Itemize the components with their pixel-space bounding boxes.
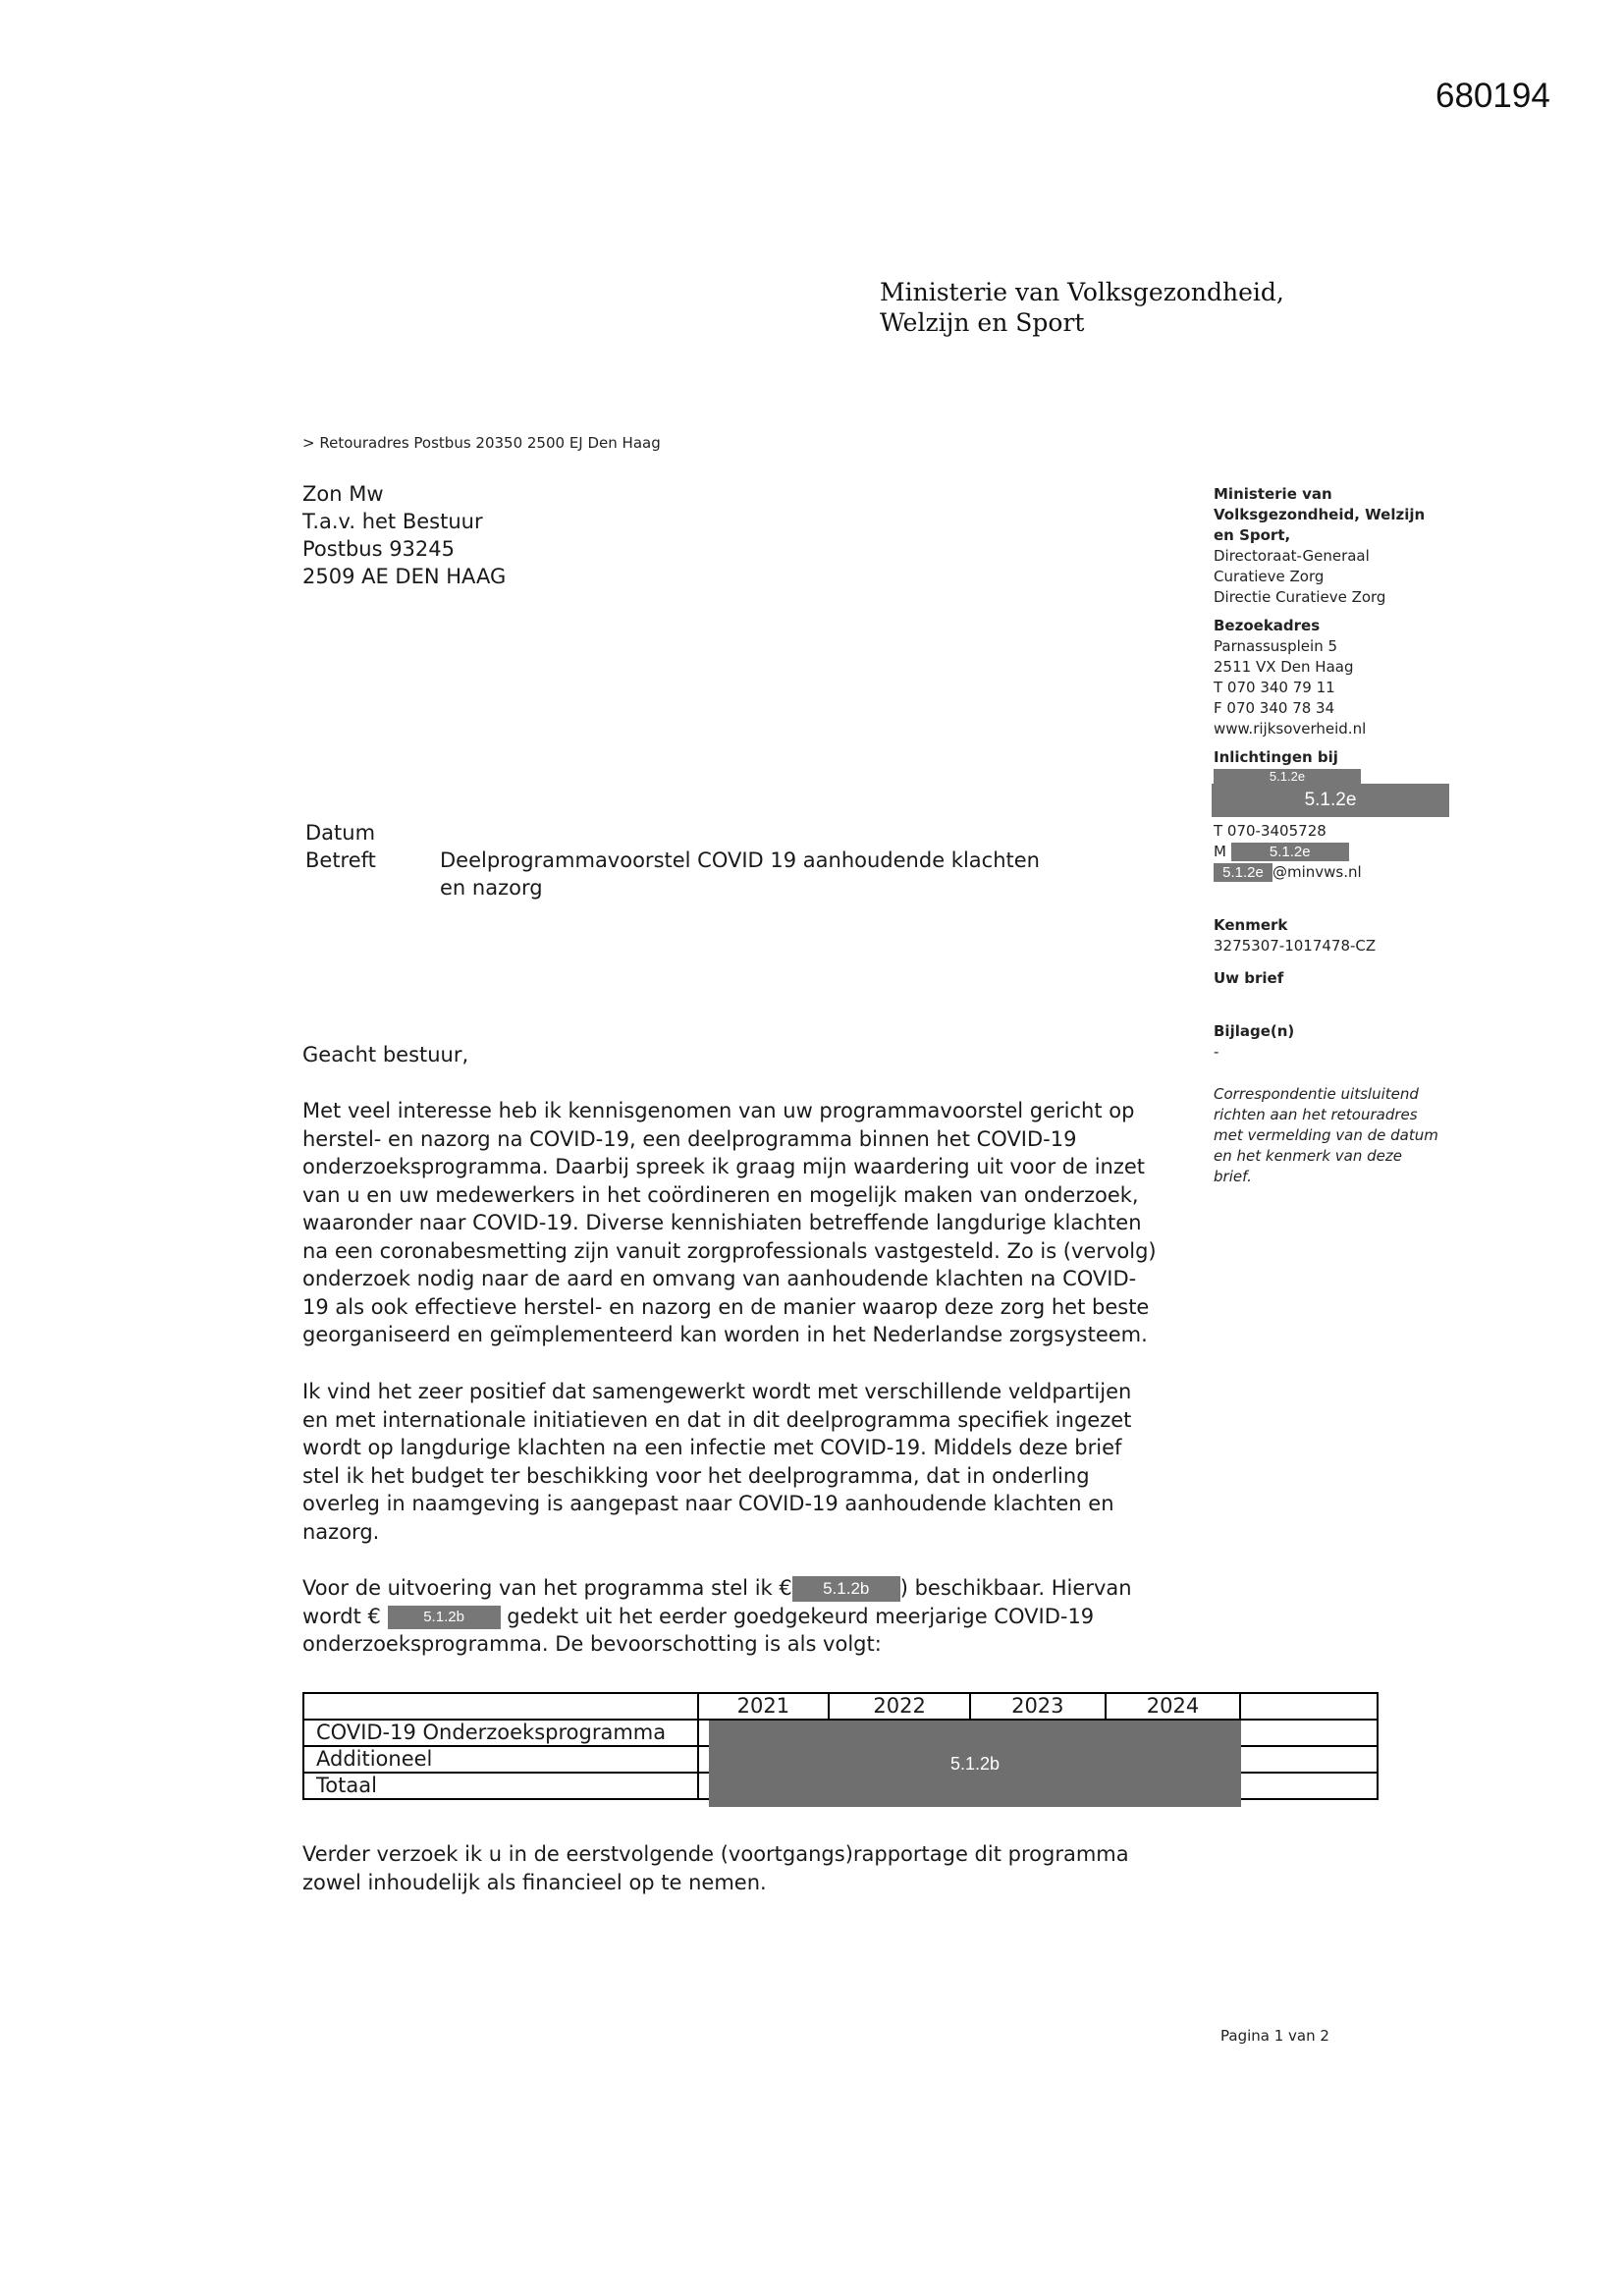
sender-sidebar bbox=[1214, 484, 1469, 1187]
correspondence-note: brief. bbox=[1214, 1168, 1252, 1185]
text-line: Ik vind het zeer positief dat samengewerkt wordt met verschillende veldpartijen bbox=[302, 1380, 1132, 1403]
text-line: Verder verzoek ik u in de eerstvolgende (voortgangs)rapportage dit programma bbox=[302, 1842, 1129, 1866]
ministry-logo-text bbox=[880, 277, 1284, 338]
page-number: Pagina 1 van 2 bbox=[1220, 2027, 1329, 2045]
text-line: waaronder naar COVID-19. Diverse kennishiaten betreffende langdurige klachten bbox=[302, 1211, 1142, 1234]
year-header: 2024 bbox=[1106, 1693, 1241, 1720]
text-fragment: gedekt uit het eerder goedgekeurd meerjarige COVID-19 bbox=[507, 1604, 1095, 1628]
correspondence-note: Correspondentie uitsluitend bbox=[1214, 1085, 1419, 1103]
subject-line: en nazorg bbox=[440, 876, 543, 900]
info-heading: Inlichtingen bij bbox=[1214, 748, 1338, 766]
address-line: T.a.v. het Bestuur bbox=[302, 510, 483, 533]
paragraph-2 bbox=[302, 1378, 1196, 1546]
visit-address-line: 2511 VX Den Haag bbox=[1214, 658, 1354, 676]
sidebar-directorate: Directoraat-Generaal bbox=[1214, 547, 1370, 565]
text-line: wordt op langdurige klachten na een infectie met COVID-19. Middels deze brief bbox=[302, 1436, 1122, 1459]
table-header-row bbox=[303, 1693, 1378, 1720]
text-line: zowel inhoudelijk als financieel op te nemen. bbox=[302, 1870, 767, 1894]
contact-mobile-label: M bbox=[1214, 843, 1226, 860]
visit-address-heading: Bezoekadres bbox=[1214, 617, 1321, 634]
table-redaction-box: 5.1.2b bbox=[709, 1721, 1241, 1807]
row-label: Totaal bbox=[303, 1773, 698, 1799]
table-cell bbox=[1240, 1693, 1378, 1720]
correspondence-note: en het kenmerk van deze bbox=[1214, 1147, 1402, 1165]
sidebar-org: en Sport, bbox=[1214, 526, 1291, 544]
sidebar-org: Volksgezondheid, Welzijn bbox=[1214, 506, 1426, 523]
website: www.rijksoverheid.nl bbox=[1214, 720, 1367, 738]
text-line: na een coronabesmetting zijn vanuit zorgprofessionals vastgesteld. Zo is (vervolg) bbox=[302, 1238, 1157, 1263]
return-address: > Retouradres Postbus 20350 2500 EJ Den Haag bbox=[302, 434, 661, 452]
redaction-box: 5.1.2e bbox=[1214, 863, 1272, 882]
table-cell bbox=[303, 1693, 698, 1720]
text-line: van u en uw medewerkers in het coördineren en mogelijk maken van onderzoek, bbox=[302, 1182, 1139, 1207]
paragraph-4 bbox=[302, 1840, 1196, 1896]
year-header: 2023 bbox=[970, 1693, 1106, 1720]
text-line: nazorg. bbox=[302, 1519, 380, 1544]
subject-line: Deelprogrammavoorstel COVID 19 aanhoudende klachten bbox=[440, 848, 1040, 872]
attachments-value: - bbox=[1214, 1043, 1219, 1061]
recipient-address bbox=[302, 480, 506, 590]
phone-number: T 070 340 79 11 bbox=[1214, 679, 1335, 696]
fax-number: F 070 340 78 34 bbox=[1214, 699, 1335, 717]
text-line: onderzoeksprogramma. Daarbij spreek ik graag mijn waardering uit voor de inzet bbox=[302, 1155, 1146, 1178]
sidebar-org: Ministerie van bbox=[1214, 485, 1332, 503]
address-line: 2509 AE DEN HAAG bbox=[302, 565, 507, 588]
paragraph-1 bbox=[302, 1097, 1196, 1349]
visit-address-line: Parnassusplein 5 bbox=[1214, 637, 1338, 655]
contact-phone: T 070-3405728 bbox=[1214, 822, 1326, 840]
text-line: stel ik het budget ter beschikking voor het deelprogramma, dat in onderling bbox=[302, 1463, 1090, 1488]
redaction-box: 5.1.2e bbox=[1231, 843, 1349, 861]
letter-meta bbox=[305, 819, 1040, 902]
text-line: overleg in naamgeving is aangepast naar COVID-19 aanhoudende klachten en bbox=[302, 1492, 1114, 1515]
correspondence-note: richten aan het retouradres bbox=[1214, 1106, 1418, 1123]
salutation: Geacht bestuur, bbox=[302, 1043, 469, 1066]
year-header: 2022 bbox=[829, 1693, 970, 1720]
text-fragment: wordt € bbox=[302, 1604, 381, 1628]
text-line: georganiseerd en geïmplementeerd kan worden in het Nederlandse zorgsysteem. bbox=[302, 1323, 1148, 1346]
redaction-box: 5.1.2e bbox=[1214, 769, 1361, 785]
redaction-box: 5.1.2b bbox=[388, 1606, 501, 1629]
text-line: en met internationale initiatieven en dat in dit deelprogramma specifiek ingezet bbox=[302, 1407, 1132, 1432]
paragraph-3 bbox=[302, 1574, 1196, 1659]
ministry-line: Welzijn en Sport bbox=[880, 308, 1085, 337]
text-fragment: Voor de uitvoering van het programma stel ik € bbox=[302, 1576, 792, 1600]
text-line: onderzoeksprogramma. De bevoorschotting is als volgt: bbox=[302, 1632, 882, 1656]
email-domain: @minvws.nl bbox=[1272, 863, 1362, 881]
correspondence-note: met vermelding van de datum bbox=[1214, 1126, 1438, 1144]
subject-label: Betreft bbox=[305, 848, 376, 872]
redaction-box: 5.1.2e bbox=[1212, 784, 1449, 817]
text-line: Met veel interesse heb ik kennisgenomen van uw programmavoorstel gericht op bbox=[302, 1099, 1135, 1122]
row-label: Additioneel bbox=[303, 1746, 698, 1773]
sidebar-directorate: Curatieve Zorg bbox=[1214, 568, 1325, 585]
text-line: 19 als ook effectieve herstel- en nazorg en de manier waarop deze zorg het beste bbox=[302, 1294, 1150, 1319]
attachments-heading: Bijlage(n) bbox=[1214, 1022, 1295, 1040]
date-label: Datum bbox=[305, 821, 376, 845]
address-line: Postbus 93245 bbox=[302, 537, 455, 561]
ministry-line: Ministerie van Volksgezondheid, bbox=[880, 278, 1284, 306]
text-fragment: ) beschikbaar. Hiervan bbox=[899, 1576, 1132, 1600]
reference-value: 3275307-1017478-CZ bbox=[1214, 937, 1377, 955]
redaction-box: 5.1.2b bbox=[792, 1576, 900, 1602]
text-line: onderzoek nodig naar de aard en omvang van aanhoudende klachten na COVID- bbox=[302, 1267, 1137, 1290]
text-line: herstel- en nazorg na COVID-19, een deelprogramma binnen het COVID-19 bbox=[302, 1126, 1077, 1151]
your-letter-heading: Uw brief bbox=[1214, 969, 1284, 987]
address-line: Zon Mw bbox=[302, 482, 384, 506]
reference-heading: Kenmerk bbox=[1214, 916, 1288, 934]
year-header: 2021 bbox=[698, 1693, 830, 1720]
document-number: 680194 bbox=[1435, 77, 1550, 115]
sidebar-directorate: Directie Curatieve Zorg bbox=[1214, 588, 1386, 606]
row-label: COVID-19 Onderzoeksprogramma bbox=[303, 1720, 698, 1746]
